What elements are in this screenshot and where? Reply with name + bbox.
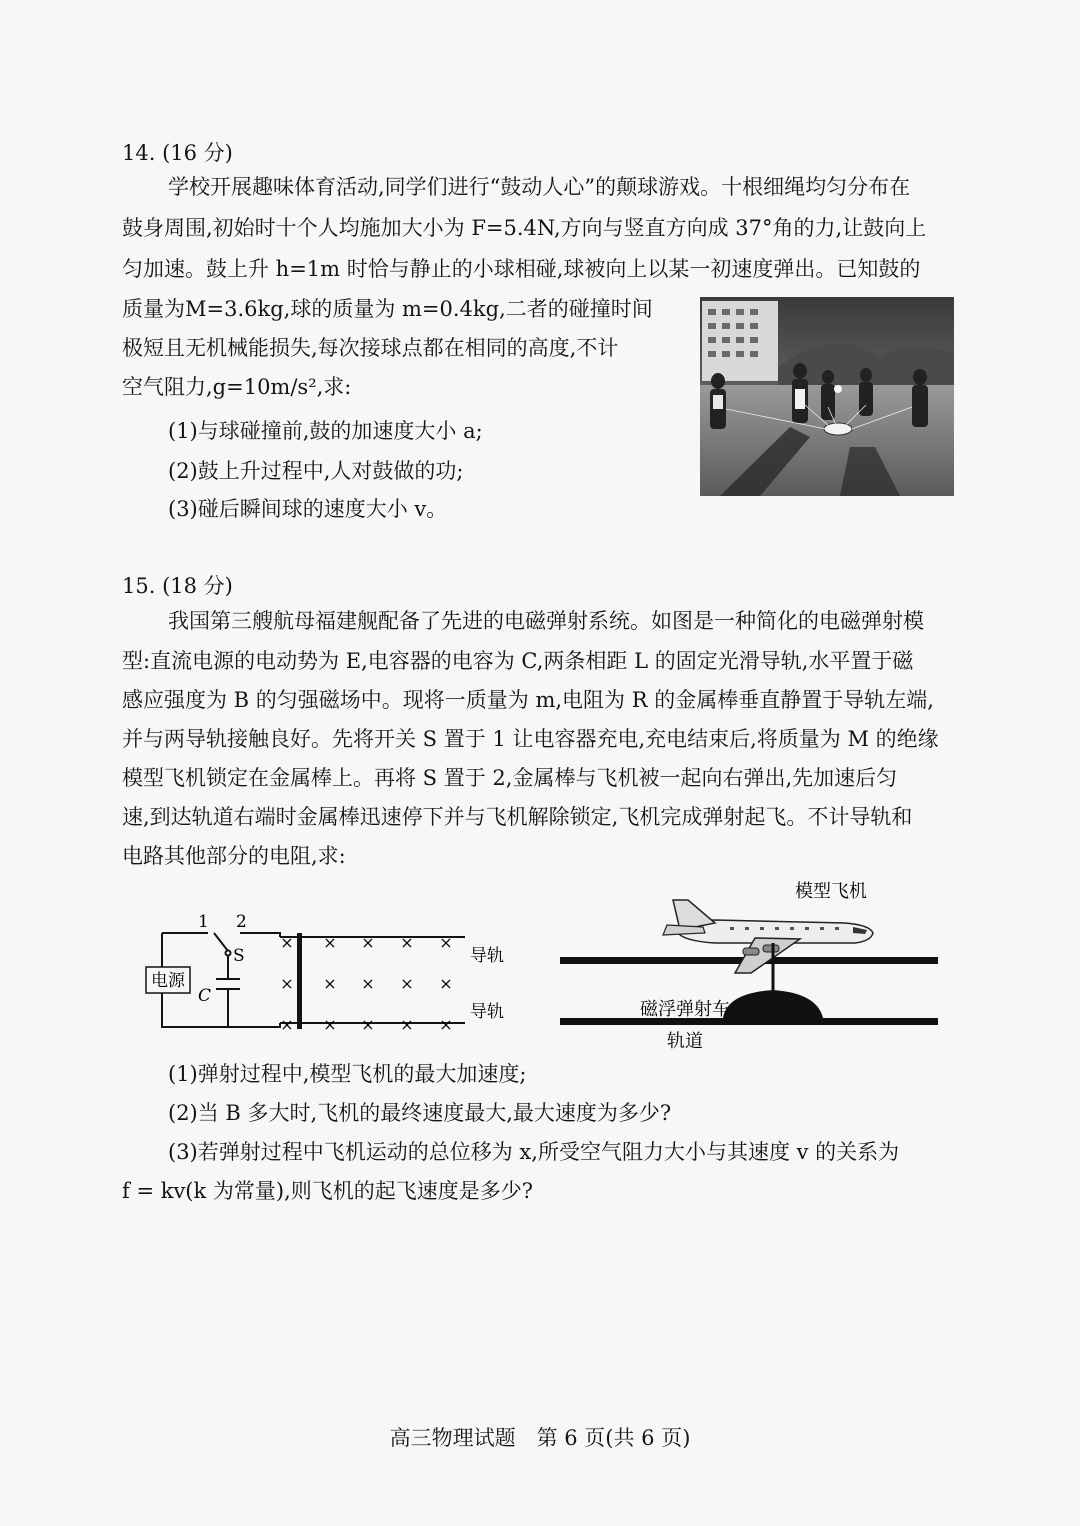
terminal-1-label: 1	[198, 912, 209, 932]
q14-number: 14. (16 分)	[122, 141, 233, 165]
maglev-cart	[723, 990, 823, 1018]
terminal-2-label: 2	[236, 912, 247, 932]
q15-line-7: 电路其他部分的电阻,求:	[122, 844, 346, 868]
q15-sub-1: (1)弹射过程中,模型飞机的最大加速度;	[168, 1062, 527, 1086]
svg-text:×: ×	[400, 1015, 414, 1034]
q15-sub-3: (3)若弹射过程中飞机运动的总位移为 x,所受空气阻力大小与其速度 v 的关系为	[168, 1140, 900, 1164]
q15-line-4: 并与两导轨接触良好。先将开关 S 置于 1 让电容器充电,充电结束后,将质量为 M 的绝缘	[122, 727, 939, 751]
svg-text:×: ×	[439, 1015, 453, 1034]
q15-sub-3-cont: f = kv(k 为常量),则飞机的起飞速度是多少?	[122, 1179, 534, 1203]
svg-text:×: ×	[361, 974, 375, 993]
svg-text:×: ×	[400, 933, 414, 952]
svg-text:×: ×	[439, 974, 453, 993]
q14-sub-1: (1)与球碰撞前,鼓的加速度大小 a;	[168, 419, 483, 443]
q15-line-1: 我国第三艘航母福建舰配备了先进的电磁弹射系统。如图是一种简化的电磁弹射模	[168, 609, 924, 633]
drum-game-photo	[700, 297, 954, 496]
svg-text:×: ×	[280, 974, 294, 993]
q14-line-6: 空气阻力,g=10m/s²,求:	[122, 375, 352, 399]
svg-text:×: ×	[323, 933, 337, 952]
q15-sub-2: (2)当 B 多大时,飞机的最终速度最大,最大速度为多少?	[168, 1101, 672, 1125]
svg-text:×: ×	[323, 974, 337, 993]
q14-sub-3: (3)碰后瞬间球的速度大小 v。	[168, 497, 448, 521]
q14-line-1: 学校开展趣味体育活动,同学们进行“鼓动人心”的颠球游戏。十根细绳均匀分布在	[168, 175, 911, 199]
svg-text:×: ×	[323, 1015, 337, 1034]
q15-number: 15. (18 分)	[122, 574, 233, 598]
rail-bottom-label: 导轨	[470, 1002, 504, 1022]
plane-label: 模型飞机	[795, 881, 867, 902]
q14-line-2: 鼓身周围,初始时十个人均施加大小为 F=5.4N,方向与竖直方向成 37°角的力,让鼓向上	[122, 216, 927, 240]
magnetic-field-marks	[280, 933, 452, 1034]
svg-text:×: ×	[280, 1015, 294, 1034]
switch-label: S	[233, 946, 245, 966]
svg-text:×: ×	[280, 933, 294, 952]
model-plane	[663, 900, 873, 993]
capacitor-label: C	[198, 986, 212, 1006]
circuit-diagram	[140, 905, 520, 1040]
aircraft-launch-diagram	[555, 875, 945, 1055]
page-footer: 高三物理试题 第 6 页(共 6 页)	[389, 1426, 691, 1450]
metal-bar	[297, 933, 302, 1029]
svg-text:×: ×	[361, 933, 375, 952]
q14-line-3: 匀加速。鼓上升 h=1m 时恰与静止的小球相碰,球被向上以某一初速度弹出。已知鼓的	[122, 257, 921, 281]
q14-line-4: 质量为M=3.6kg,球的质量为 m=0.4kg,二者的碰撞时间	[122, 297, 653, 321]
source-label: 电源	[151, 971, 185, 991]
rail-top-label: 导轨	[470, 946, 504, 966]
q15-line-3: 感应强度为 B 的匀强磁场中。现将一质量为 m,电阻为 R 的金属棒垂直静置于导轨左端,	[122, 688, 934, 712]
svg-text:×: ×	[439, 933, 453, 952]
track-label: 轨道	[667, 1031, 703, 1052]
svg-text:×: ×	[400, 974, 414, 993]
q14-line-5: 极短且无机械能损失,每次接球点都在相同的高度,不计	[122, 336, 619, 360]
q15-line-6: 速,到达轨道右端时金属棒迅速停下并与飞机解除锁定,飞机完成弹射起飞。不计导轨和	[122, 805, 913, 829]
cart-label: 磁浮弹射车	[640, 999, 730, 1020]
svg-text:×: ×	[361, 1015, 375, 1034]
q15-line-5: 模型飞机锁定在金属棒上。再将 S 置于 2,金属棒与飞机被一起向右弹出,先加速后匀	[122, 766, 898, 790]
q15-line-2: 型:直流电源的电动势为 E,电容器的电容为 C,两条相距 L 的固定光滑导轨,水平置于磁	[122, 649, 914, 673]
q14-sub-2: (2)鼓上升过程中,人对鼓做的功;	[168, 459, 464, 483]
